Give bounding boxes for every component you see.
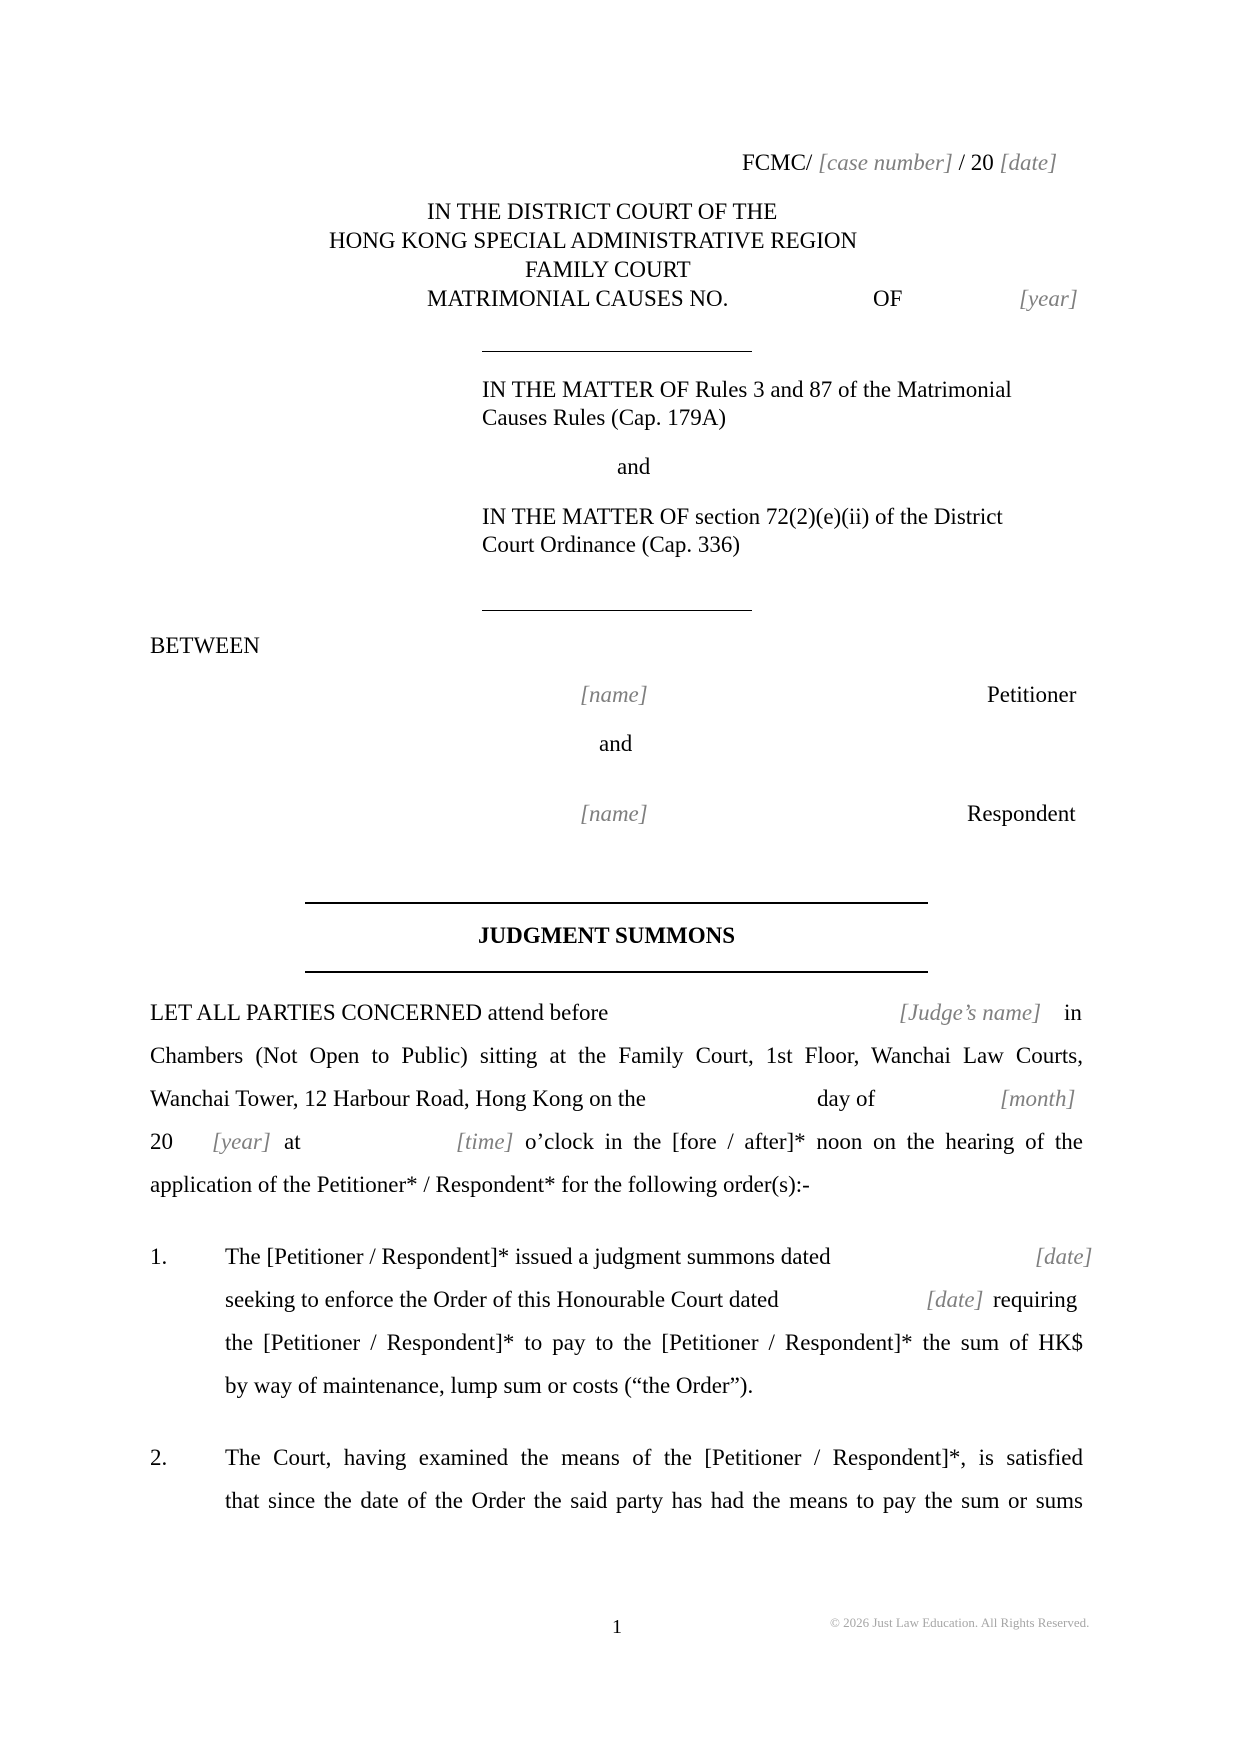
time-placeholder: [time]: [456, 1129, 514, 1154]
matter-second-line-1: IN THE MATTER OF section 72(2)(e)(ii) of the District: [482, 504, 1003, 529]
court-heading-line-2: HONG KONG SPECIAL ADMINISTRATIVE REGION: [329, 228, 858, 253]
intro-day-of: day of: [817, 1086, 876, 1111]
court-heading-line-3: FAMILY COURT: [525, 257, 691, 282]
year-placeholder: [year]: [212, 1129, 271, 1154]
intro-line-4-rest: o’clock in the [fore / after]* noon on the hearing of the: [525, 1129, 1083, 1154]
parties-and: and: [599, 731, 633, 756]
title-rule-top: [305, 902, 928, 904]
matter-first-line-2: Causes Rules (Cap. 179A): [482, 405, 727, 430]
case-ref-middle: / 20: [958, 150, 994, 175]
judge-name-placeholder: [Judge’s name]: [899, 1000, 1042, 1025]
intro-line-1-end: in: [1064, 1000, 1082, 1025]
item-1-line-3: the [Petitioner / Respondent]* to pay to the [Petitioner / Respondent]* the sum of HK$: [225, 1330, 1083, 1355]
item-1-line-2-end: requiring: [993, 1287, 1078, 1312]
case-date-placeholder: [date]: [999, 150, 1058, 175]
divider-line: [482, 351, 752, 352]
case-reference: [742, 149, 1057, 177]
document-title: JUDGMENT SUMMONS: [478, 923, 736, 948]
matter-and: and: [617, 454, 651, 479]
item-1-order-date-placeholder: [date]: [926, 1287, 984, 1312]
intro-line-5: application of the Petitioner* / Respondent* for the following order(s):-: [150, 1172, 810, 1197]
case-number-placeholder: [case number]: [818, 150, 953, 175]
respondent-label: Respondent: [967, 801, 1076, 826]
item-1-summons-date-placeholder: [date]: [1035, 1244, 1093, 1269]
matrimonial-causes-year-placeholder: [year]: [1019, 286, 1078, 311]
court-heading-line-1: IN THE DISTRICT COURT OF THE: [427, 199, 778, 224]
item-2-line-1: The Court, having examined the means of the [Petitioner / Respondent]*, is satisfied: [225, 1445, 1083, 1470]
intro-line-3-text: Wanchai Tower, 12 Harbour Road, Hong Kong on the: [150, 1086, 646, 1111]
divider-line: [482, 610, 752, 611]
intro-line-2: Chambers (Not Open to Public) sitting at the Family Court, 1st Floor, Wanchai Law Courts,: [150, 1043, 1083, 1068]
respondent-name-placeholder: [name]: [580, 801, 648, 826]
title-rule-bottom: [305, 971, 928, 973]
month-placeholder: [month]: [1000, 1086, 1076, 1111]
between-label: BETWEEN: [150, 633, 260, 658]
item-2-number: 2.: [150, 1445, 168, 1470]
intro-line-1-text: LET ALL PARTIES CONCERNED attend before: [150, 1000, 609, 1025]
item-1-line-2-text: seeking to enforce the Order of this Honourable Court dated: [225, 1287, 779, 1312]
matrimonial-causes-of: OF: [873, 286, 903, 311]
item-2-line-2: that since the date of the Order the said party has had the means to pay the sum or sums: [225, 1488, 1083, 1513]
copyright-notice: © 2026 Just Law Education. All Rights Reserved.: [830, 1615, 1090, 1630]
matrimonial-causes-label: MATRIMONIAL CAUSES NO.: [427, 286, 729, 311]
item-1-number: 1.: [150, 1244, 168, 1269]
intro-at: at: [284, 1129, 301, 1154]
matter-second-line-2: Court Ordinance (Cap. 336): [482, 532, 741, 557]
intro-20: 20: [150, 1129, 173, 1154]
petitioner-name-placeholder: [name]: [580, 682, 648, 707]
matter-first-line-1: IN THE MATTER OF Rules 3 and 87 of the Matrimonial: [482, 377, 1012, 402]
item-1-line-1-text: The [Petitioner / Respondent]* issued a judgment summons dated: [225, 1244, 831, 1269]
page-number: 1: [612, 1616, 622, 1638]
item-1-line-4: by way of maintenance, lump sum or costs (“the Order”).: [225, 1373, 754, 1398]
petitioner-label: Petitioner: [987, 682, 1077, 707]
case-ref-prefix: FCMC/: [742, 150, 813, 175]
